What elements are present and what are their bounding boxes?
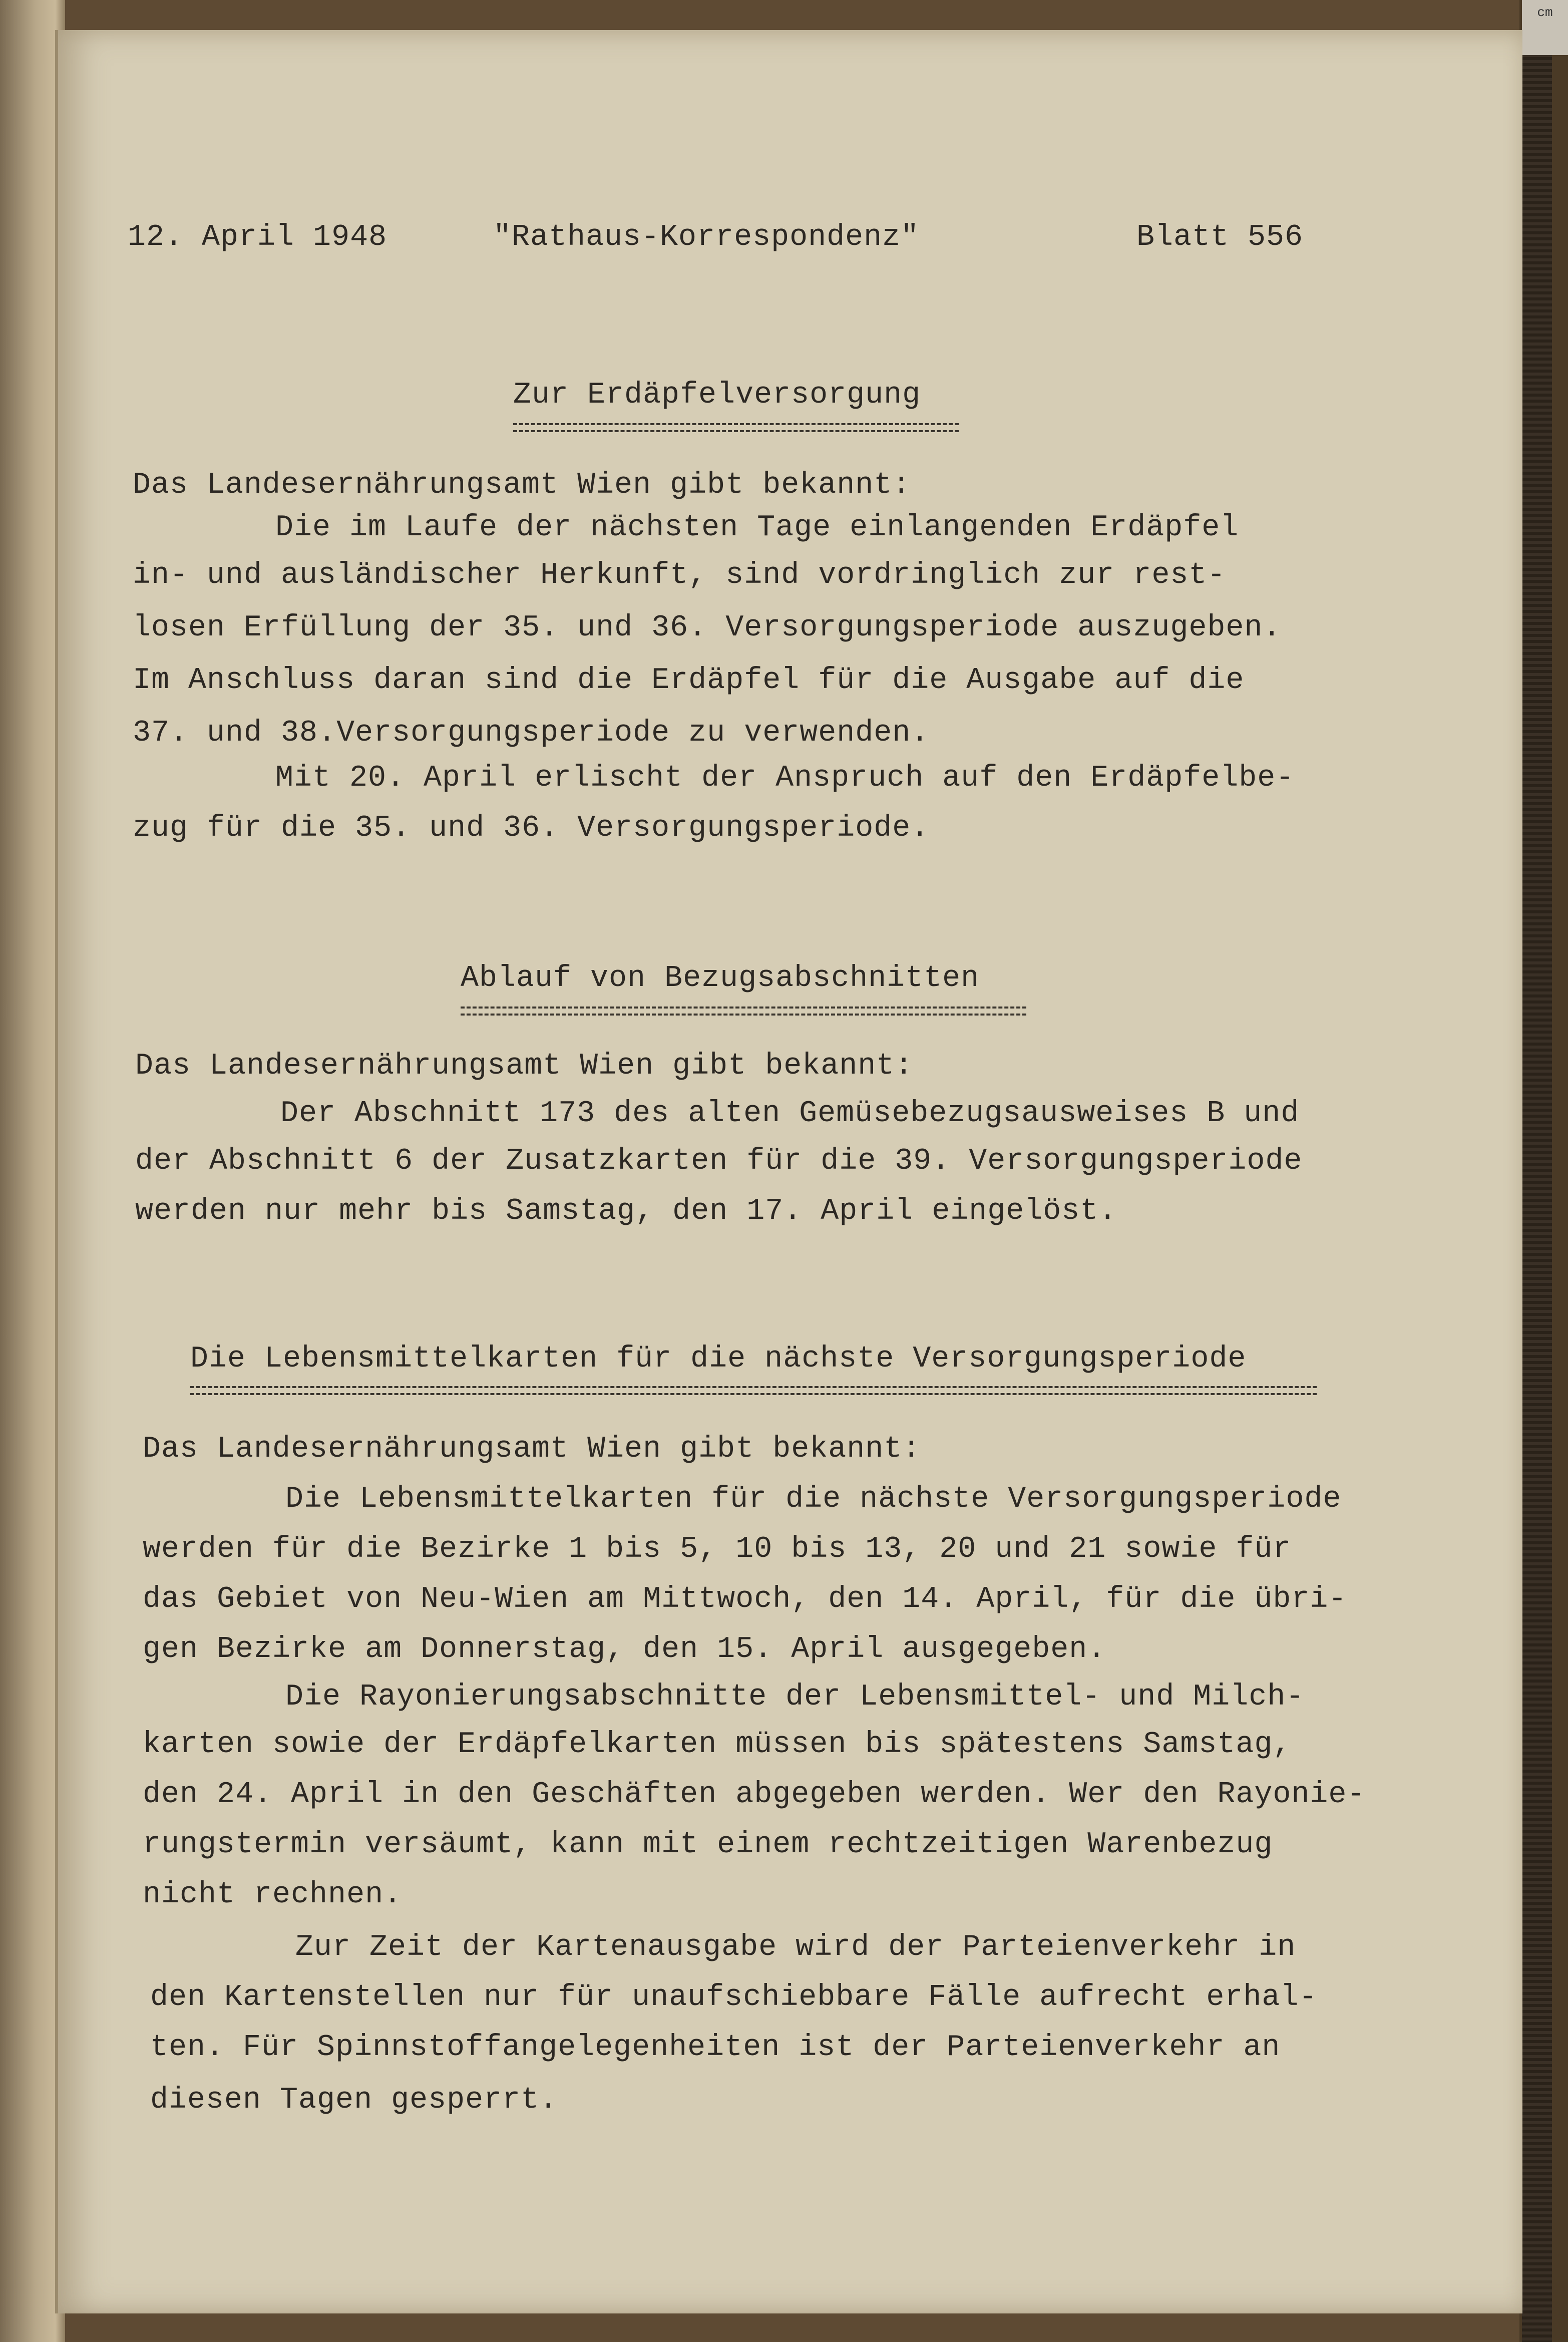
paragraph-line: Zur Zeit der Kartenausgabe wird der Parteienverkehr in: [295, 1930, 1296, 1964]
section-title: Zur Erdäpfelversorgung: [513, 378, 921, 412]
paragraph-line: karten sowie der Erdäpfelkarten müssen bis spätestens Samstag,: [143, 1728, 1292, 1762]
title-underline: [513, 423, 959, 432]
paragraph-line: ten. Für Spinnstoffangelegenheiten ist der Parteienverkehr an: [150, 2031, 1281, 2065]
paragraph-line: werden nur mehr bis Samstag, den 17. April eingelöst.: [135, 1194, 1117, 1228]
header-publication: "Rathaus-Korrespondenz": [493, 220, 920, 254]
paragraph-line: Mit 20. April erlischt der Anspruch auf den Erdäpfelbe-: [275, 761, 1295, 795]
header-sheet-number: Blatt 556: [1136, 220, 1304, 254]
paragraph-line: diesen Tagen gesperrt.: [150, 2083, 558, 2117]
paragraph-line: der Abschnitt 6 der Zusatzkarten für die 39. Versorgungsperiode: [135, 1144, 1303, 1178]
header-date: 12. April 1948: [128, 220, 387, 254]
paragraph-line: den 24. April in den Geschäften abgegeben werden. Wer den Rayonie-: [143, 1778, 1366, 1812]
title-underline: [461, 1007, 1026, 1016]
paragraph-line: werden für die Bezirke 1 bis 5, 10 bis 13, 20 und 21 sowie für: [143, 1532, 1292, 1566]
paragraph-line: das Gebiet von Neu-Wien am Mittwoch, den 14. April, für die übri-: [143, 1582, 1347, 1616]
paragraph-line: zug für die 35. und 36. Versorgungsperiode.: [133, 811, 930, 845]
paragraph-line: Der Abschnitt 173 des alten Gemüsebezugsausweises B und: [280, 1097, 1300, 1131]
paragraph-line: den Kartenstellen nur für unaufschiebbare Fälle aufrecht erhal-: [150, 1980, 1318, 2015]
ruler-label: cm: [1522, 0, 1568, 55]
scale-ruler: [1522, 0, 1552, 2342]
section-title: Die Lebensmittelkarten für die nächste Versorgungsperiode: [190, 1342, 1247, 1376]
paragraph-line: Die Lebensmittelkarten für die nächste Versorgungsperiode: [285, 1482, 1342, 1516]
paragraph-line: losen Erfüllung der 35. und 36. Versorgungsperiode auszugeben.: [133, 611, 1282, 645]
paragraph-line: 37. und 38.Versorgungsperiode zu verwenden.: [133, 716, 930, 750]
paragraph-line: rungstermin versäumt, kann mit einem rechtzeitigen Warenbezug: [143, 1828, 1273, 1862]
paragraph-line: nicht rechnen.: [143, 1878, 403, 1912]
paragraph-line: gen Bezirke am Donnerstag, den 15. April ausgegeben.: [143, 1632, 1106, 1666]
section-intro: Das Landesernährungsamt Wien gibt bekannt:: [133, 468, 911, 502]
paragraph-line: Im Anschluss daran sind die Erdäpfel für die Ausgabe auf die: [133, 663, 1245, 698]
paragraph-line: Die im Laufe der nächsten Tage einlangenden Erdäpfel: [275, 511, 1239, 545]
section-title: Ablauf von Bezugsabschnitten: [461, 961, 980, 995]
section-intro: Das Landesernährungsamt Wien gibt bekannt:: [143, 1432, 921, 1466]
paragraph-line: in- und ausländischer Herkunft, sind vordringlich zur rest-: [133, 558, 1226, 592]
paragraph-line: Die Rayonierungsabschnitte der Lebensmittel- und Milch-: [285, 1680, 1305, 1714]
title-underline: [190, 1386, 1317, 1395]
section-intro: Das Landesernährungsamt Wien gibt bekannt:: [135, 1049, 914, 1083]
